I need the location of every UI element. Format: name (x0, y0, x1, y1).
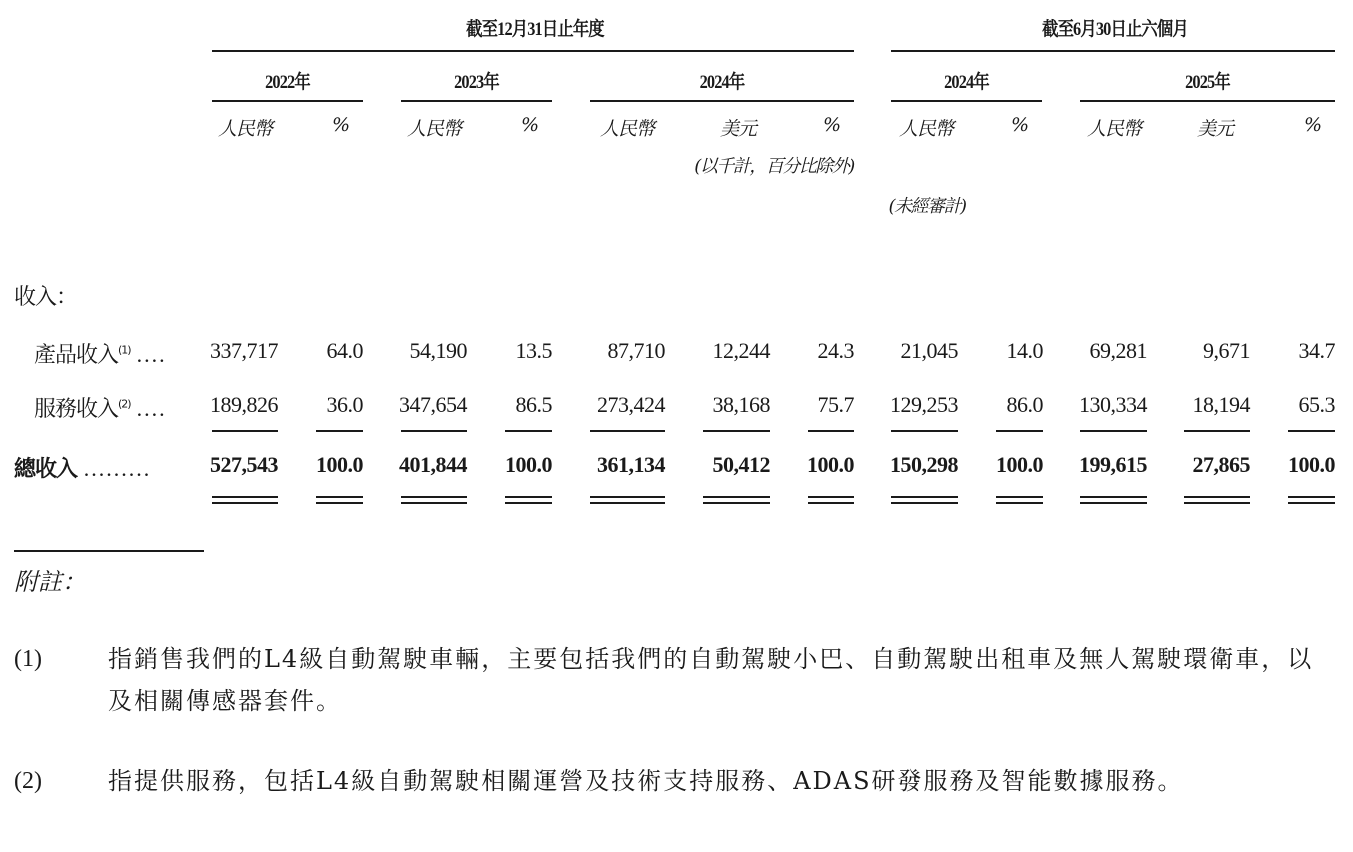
total-double-rule (1288, 496, 1335, 498)
cell-service-2024fy-pct: 75.7 (817, 392, 854, 417)
cell-service-2024-6m-pct: 86.0 (1006, 392, 1043, 417)
cell-service-2025-6m-usd: 18,194 (1192, 392, 1250, 417)
group-rule-fiscal-year (212, 50, 854, 52)
row-label-product-revenue (34, 338, 167, 369)
cell-service-2024fy-rmb: 273,424 (597, 392, 665, 417)
cell-product-2022-pct: 64.0 (326, 338, 363, 363)
year-header-2023: 2023年 (454, 72, 499, 93)
col-header-usd: 美元 (719, 118, 756, 140)
col-header-usd: 美元 (1196, 118, 1233, 140)
total-double-rule (401, 496, 467, 498)
year-rule-2024-fy (590, 100, 854, 102)
section-label-revenue: 收入： (14, 285, 78, 310)
total-double-rule (1288, 502, 1335, 504)
notes-heading: 附註： (14, 568, 86, 596)
unit-note: (以千計，百分比除外) (694, 156, 854, 177)
cell-service-2022-rmb: 189,826 (210, 392, 278, 417)
total-double-rule (891, 496, 958, 498)
total-double-rule (703, 502, 770, 504)
subtotal-rule (1184, 430, 1250, 432)
year-rule-2023 (401, 100, 552, 102)
col-header-rmb: 人民幣 (1086, 118, 1141, 140)
total-double-rule (996, 496, 1043, 498)
col-header-pct: % (1303, 114, 1322, 136)
year-header-2024-6m: 2024年 (944, 72, 989, 93)
cell-product-2024-6m-pct: 14.0 (1006, 338, 1043, 363)
col-header-rmb: 人民幣 (898, 118, 953, 140)
year-header-2025-6m: 2025年 (1185, 72, 1230, 93)
col-header-pct: % (331, 114, 350, 136)
leader-dots: .... (136, 396, 167, 421)
subtotal-rule (996, 430, 1043, 432)
cell-service-2022-pct: 36.0 (326, 392, 363, 417)
row-label-text: 總收入 (14, 457, 78, 482)
footnote-text: 指提供服務，包括L4級自動駕駛相關運營及技術支持服務、ADAS研發服務及智能數據服務。 (108, 767, 1184, 795)
year-rule-2024-6m (891, 100, 1042, 102)
col-header-pct: % (1010, 114, 1029, 136)
col-header-pct: % (520, 114, 539, 136)
footnote-text: 指銷售我們的L4級自動駕駛車輛，主要包括我們的自動駕駛小巴、自動駕駛出租車及無人駕駛環衛車，以及相關傳感器套件。 (108, 645, 1314, 715)
subtotal-rule (891, 430, 958, 432)
year-header-2022: 2022年 (265, 72, 310, 93)
cell-total-2023-rmb: 401,844 (399, 452, 467, 477)
cell-product-2025-6m-pct: 34.7 (1298, 338, 1335, 363)
cell-total-2024-6m-pct: 100.0 (996, 452, 1043, 477)
cell-product-2025-6m-usd: 9,671 (1203, 338, 1250, 363)
notes-separator (14, 550, 204, 552)
unaudited-note: (未經審計) (888, 196, 966, 217)
total-double-rule (996, 502, 1043, 504)
subtotal-rule (316, 430, 363, 432)
total-double-rule (1184, 502, 1250, 504)
group-header-six-months: 截至6月30日止六個月 (1042, 19, 1188, 40)
cell-total-2025-6m-pct: 100.0 (1288, 452, 1335, 477)
total-double-rule (316, 496, 363, 498)
cell-total-2024fy-pct: 100.0 (807, 452, 854, 477)
total-double-rule (212, 496, 278, 498)
cell-total-2022-pct: 100.0 (316, 452, 363, 477)
row-label-total-revenue (14, 452, 151, 483)
col-header-pct: % (822, 114, 841, 136)
subtotal-rule (703, 430, 770, 432)
total-double-rule (505, 502, 552, 504)
cell-service-2025-6m-pct: 65.3 (1298, 392, 1335, 417)
cell-product-2024fy-usd: 12,244 (712, 338, 770, 363)
total-double-rule (891, 502, 958, 504)
subtotal-rule (401, 430, 467, 432)
cell-service-2024fy-usd: 38,168 (712, 392, 770, 417)
year-rule-2022 (212, 100, 363, 102)
col-header-rmb: 人民幣 (217, 118, 272, 140)
subtotal-rule (590, 430, 665, 432)
total-double-rule (590, 502, 665, 504)
total-double-rule (1080, 496, 1147, 498)
cell-product-2024-6m-rmb: 21,045 (900, 338, 958, 363)
cell-total-2024fy-rmb: 361,134 (597, 452, 665, 477)
subtotal-rule (212, 430, 278, 432)
cell-product-2024fy-pct: 24.3 (817, 338, 854, 363)
group-header-fiscal-year: 截至12月31日止年度 (466, 19, 604, 40)
footnote-ref: (1) (118, 343, 131, 357)
row-label-text: 產品收入 (34, 343, 119, 368)
row-label-text: 服務收入 (34, 397, 119, 422)
row-label-service-revenue (34, 392, 167, 423)
cell-product-2025-6m-rmb: 69,281 (1089, 338, 1147, 363)
cell-product-2022-rmb: 337,717 (210, 338, 278, 363)
cell-total-2024-6m-rmb: 150,298 (890, 452, 958, 477)
cell-service-2025-6m-rmb: 130,334 (1079, 392, 1147, 417)
cell-total-2025-6m-rmb: 199,615 (1079, 452, 1147, 477)
footnote-number: (2) (14, 768, 42, 794)
total-double-rule (1080, 502, 1147, 504)
total-double-rule (505, 496, 552, 498)
cell-service-2024-6m-rmb: 129,253 (890, 392, 958, 417)
subtotal-rule (505, 430, 552, 432)
col-header-rmb: 人民幣 (406, 118, 461, 140)
total-double-rule (401, 502, 467, 504)
col-header-rmb: 人民幣 (599, 118, 654, 140)
total-double-rule (703, 496, 770, 498)
cell-total-2022-rmb: 527,543 (210, 452, 278, 477)
total-double-rule (1184, 496, 1250, 498)
footnote-ref: (2) (118, 397, 131, 411)
total-double-rule (808, 496, 854, 498)
year-header-2024-fy: 2024年 (699, 72, 745, 93)
leader-dots: .... (136, 342, 167, 367)
cell-product-2023-pct: 13.5 (515, 338, 552, 363)
cell-total-2024fy-usd: 50,412 (712, 452, 770, 477)
subtotal-rule (1080, 430, 1147, 432)
cell-product-2023-rmb: 54,190 (409, 338, 467, 363)
group-rule-six-months (891, 50, 1335, 52)
total-double-rule (316, 502, 363, 504)
leader-dots: ......... (83, 456, 152, 481)
cell-total-2025-6m-usd: 27,865 (1192, 452, 1250, 477)
year-rule-2025-6m (1080, 100, 1335, 102)
total-double-rule (808, 502, 854, 504)
subtotal-rule (808, 430, 854, 432)
total-double-rule (590, 496, 665, 498)
cell-total-2023-pct: 100.0 (505, 452, 552, 477)
cell-service-2023-rmb: 347,654 (399, 392, 467, 417)
cell-product-2024fy-rmb: 87,710 (607, 338, 665, 363)
total-double-rule (212, 502, 278, 504)
cell-service-2023-pct: 86.5 (515, 392, 552, 417)
subtotal-rule (1288, 430, 1335, 432)
footnote-number: (1) (14, 646, 42, 672)
